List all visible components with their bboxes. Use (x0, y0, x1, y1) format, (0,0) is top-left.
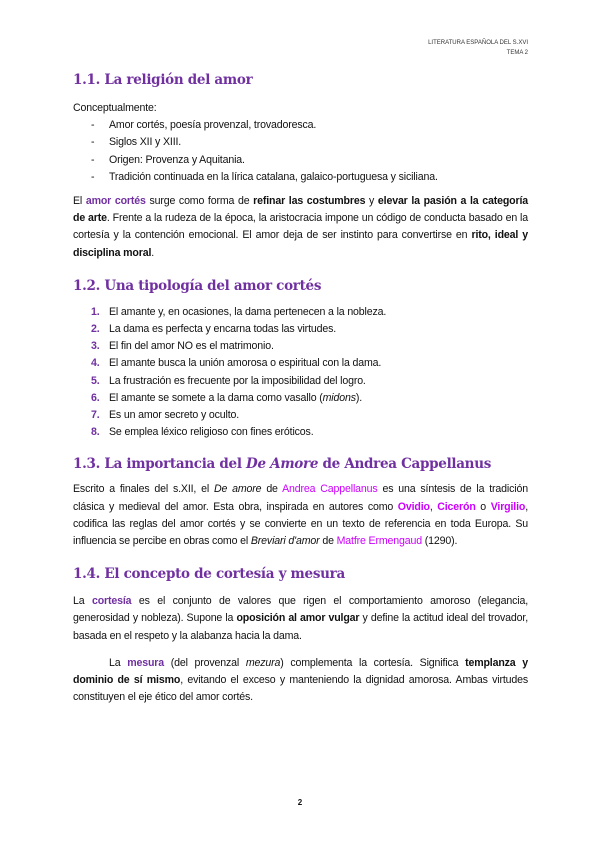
list-item (91, 424, 528, 441)
text-segment: El (73, 195, 86, 208)
section-1-3-title (73, 454, 528, 474)
emphasis-text: rito, ideal y disciplina moral (73, 229, 528, 259)
list-number: 6. (91, 391, 100, 404)
list-text: La dama es perfecta y encarna todas las virtudes. (109, 323, 337, 336)
emphasis-text: elevar la pasión a la categoría de arte (73, 195, 529, 225)
header-course: LITERATURA ESPAÑOLA DEL S.XVI (428, 40, 528, 46)
list-text: La frustración es frecuente por la imposibilidad del logro. (109, 374, 366, 387)
text-segment: o (475, 500, 491, 513)
text-segment: ) complementa la cortesía. Significa (280, 656, 466, 669)
emphasis-text: refinar las costumbres (253, 195, 366, 208)
emphasis-text: cortesía (91, 595, 132, 608)
text-segment: Escrito a finales del s.XII, el (73, 483, 214, 496)
list-number: 1. (91, 305, 100, 318)
text-segment: y (365, 195, 378, 208)
list-text: El amante se somete a la dama como vasallo ( (109, 391, 323, 404)
list-text: Se emplea léxico religioso con fines eróticos. (109, 426, 314, 439)
list-item (91, 355, 528, 372)
list-item (91, 338, 528, 355)
list-number: 8. (91, 426, 100, 439)
header-topic: TEMA 2 (506, 50, 528, 56)
list-item (91, 321, 528, 338)
title-part: 1.3. La importancia del (73, 456, 247, 473)
text-segment: de (261, 483, 283, 496)
text-segment: , (429, 500, 438, 513)
text-segment: de (319, 535, 337, 548)
italic-term: midons (322, 391, 356, 404)
list-item (91, 373, 528, 390)
paragraph-cortesia (73, 593, 528, 645)
text-segment: La (109, 656, 128, 669)
concept-list (73, 117, 528, 186)
list-number: 2. (91, 323, 100, 336)
text-segment: (1290). (421, 535, 458, 548)
text-segment: . (151, 246, 155, 259)
text-segment: es una síntesis de la tradición clásica y medieval del amor. Esta obra, inspirada en autores como (73, 483, 528, 513)
emphasis-text: mesura (127, 656, 164, 669)
paragraph-de-amore (73, 481, 528, 550)
list-number: 3. (91, 340, 100, 353)
intro-text: Conceptualmente: (73, 102, 157, 114)
emphasis-text: Andrea Cappellanus (282, 483, 378, 496)
section-1-2-title: 1.2. Una tipología del amor cortés (73, 277, 322, 294)
list-number: 7. (91, 409, 100, 422)
text-segment: y define la actitud ideal del trovador, basada en el respeto y la alabanza hacia la dama. (73, 612, 528, 642)
emphasis-text: Breviari d'amor (250, 535, 320, 548)
list-item: - Tradición continuada en la lírica catalana, galaico-portuguesa y siciliana. (91, 169, 528, 186)
text-segment: es el conjunto de valores que rigen el comportamiento amoroso (elegancia, generosidad y nobleza). Supone la (73, 595, 528, 625)
list-text: El fin del amor NO es el matrimonio. (109, 340, 274, 353)
page-body (73, 70, 528, 706)
list-item: - Siglos XII y XIII. (91, 134, 528, 151)
title-part: de Andrea Cappellanus (318, 456, 492, 473)
text-segment: surge como forma de (145, 195, 254, 208)
list-item: - Amor cortés, poesía provenzal, trovadoresca. (91, 117, 528, 134)
list-text: Es un amor secreto y oculto. (109, 409, 240, 422)
list-text: El amante busca la unión amorosa o espiritual con la dama. (109, 357, 382, 370)
emphasis-text: mezura (245, 656, 281, 669)
list-item (91, 304, 528, 321)
emphasis-text: De amore (213, 483, 262, 496)
typology-list (73, 304, 528, 442)
section-1-1-title: 1.1. La religión del amor (73, 72, 253, 88)
page-number: 2 (297, 798, 303, 807)
list-item: - Origen: Provenza y Aquitania. (91, 152, 528, 169)
paragraph-amor-cortes (73, 193, 528, 262)
emphasis-text: Matfre Ermengaud (336, 535, 422, 548)
text-segment: , codifica las reglas del amor cortés y se convierte en un texto de referencia en toda Europa. Su influencia se percibe en obras como el (73, 500, 528, 548)
text-segment: . Frente a la rudeza de la época, la aristocracia impone un código de conducta basado en la cortesía y la contención emocional. El amor deja de ser instinto para convertirse en (73, 212, 528, 242)
emphasis-text: Cicerón (437, 500, 476, 513)
text-segment: , evitando el exceso y manteniendo la dignidad amorosa. Ambas virtudes constituyen el eje ético del amor cortés. (73, 674, 528, 704)
list-item (91, 407, 528, 424)
running-header (428, 38, 528, 58)
emphasis-text: Ovidio (397, 500, 430, 513)
section-1-4-title: 1.4. El concepto de cortesía y mesura (73, 566, 345, 583)
list-text: ). (355, 391, 363, 404)
emphasis-text: amor cortés (85, 195, 146, 208)
list-text: El amante y, en ocasiones, la dama pertenecen a la nobleza. (109, 305, 387, 318)
emphasis-text: Virgilio (490, 500, 526, 513)
list-number: 5. (91, 374, 100, 387)
emphasis-text: templanza y dominio de sí mismo (73, 656, 528, 687)
title-work: De Amore (246, 456, 319, 473)
emphasis-text: oposición al amor vulgar (236, 612, 360, 625)
list-item (91, 390, 528, 407)
list-number: 4. (91, 357, 100, 370)
text-segment: La (73, 595, 92, 608)
paragraph-mesura (73, 655, 528, 707)
text-segment: (del provenzal (164, 656, 246, 669)
